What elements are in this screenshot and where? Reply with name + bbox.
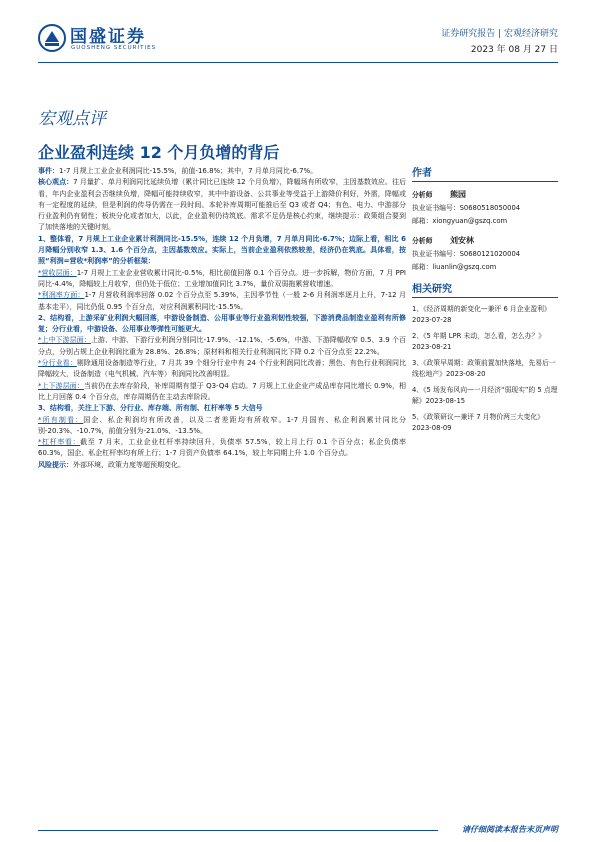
analyst-license [412,248,558,261]
email-address[interactable]: liuanlin@gszq.com [432,263,497,271]
paragraph-text: 1-7 月营收利润率回落 0.02 个百分点至 5.39%，主因季节性（一般 2-6 月利润率逐月上升，7-12 月基本走平），同比仍低 0.95 个百分点，对应利润累积同比-15.5%。 [38,291,406,311]
analyst-name: 刘安林 [450,236,474,245]
license-label: 执业证书编号： [412,250,460,258]
paragraph-label: *营收层面： [38,268,77,277]
paragraph-text: 截至 7 月末，工业企业杠杆率持续回升，负债率 57.5%，较上月上行 0.1 个百分点；私企负债率 60.3%，国企、私企杠杆率均有所上行；1-7 月资产负债率 64.1%，较上年同期上升 1.0 个百分点。 [38,438,407,458]
email-label: 邮箱： [412,263,433,271]
page-title: 企业盈利连续 12 个月负增的背后 [38,143,280,162]
body-paragraph [38,415,406,438]
paragraph-text: 剔除通用设备制造等行业，7 月共 39 个细分行业中有 24 个行业利润同比改善；黑色、有色行业利润同比降幅较大，设备制造（电气机械、汽车等）利润同比改善明显。 [38,359,406,379]
paragraph-label: 风险提示： [38,460,73,469]
related-report-link[interactable]: 5、《政策研议—兼评 7 月物价两三大变化》2023-08-09 [412,413,544,432]
analyst-license [412,202,558,215]
body-paragraph [38,234,406,268]
page-footer [38,824,558,836]
report-body [38,166,406,471]
email-address[interactable]: xiongyuan@gszq.com [432,217,508,225]
paragraph-text: 7 月量扩、单月利润同比延续负增（累计同比已连续 12 个月负增），降幅场有所收窄，主因基数效应。往后看，年内企业盈利会否继续负增，降幅可能持续收窄，其中中游设备、公共事业等受益于上游降价利好，外需，降幅或有一定程度的延续，但是利润的传导仍需在一段时间。本轮补库周期可能推后至 Q3 或者 Q4；有色、电力、中游部分行业盈利仍有韧性；板块分化或者加大，以此，企业盈利仍待筑底。需求不足仍是核心约束，继续提示：政策组合要到了加快落地的关键时刻。 [38,178,406,232]
analyst-role: 分析师 [412,191,433,199]
footer-disclaimer: 请仔细阅读本报告末页声明 [462,825,558,834]
header-divider [38,62,558,63]
paragraph-text: 1-7 月规上工业企业利润同比-15.5%，前值-16.8%；其中，7 月单月同比-6.7%。 [59,167,318,175]
license-label: 执业证书编号： [412,204,460,212]
paragraph-text: 上游、中游、下游行业利润分别同比-17.9%、-12.1%、-5.6%，中游、下游降幅收窄 0.5、3.9 个百分点，分别占规上企业利润比重为 28.8%、26.8%；原材料和相关行业利润同比下降 0.2 个百分点至 22.2%。 [38,336,406,356]
analyst-list [412,188,558,274]
analyst-role: 分析师 [412,237,433,245]
body-paragraph [38,403,406,414]
report-date: 2023 年 08 月 27 日 [470,45,558,55]
footer-divider [38,830,438,831]
related-heading: 相关研究 [412,280,558,298]
paragraph-text: 外部环境、政策力度等超预期变化。 [73,460,185,469]
body-paragraph [38,313,406,336]
section-title: 宏观点评 [38,109,106,129]
related-report-link[interactable]: 3、《政策早周期：政策前置加快落地，先易后一线松地产》2023-08-20 [412,359,556,378]
logo-text-cn: 国盛证券 [70,27,146,47]
body-paragraph [38,335,406,358]
paragraph-label: 事件： [38,167,59,175]
analyst-card [412,188,558,228]
sidebar [412,164,558,439]
paragraph-label: *上下游层面： [38,381,84,390]
analyst-email[interactable] [412,261,558,274]
analyst-email[interactable] [412,215,558,228]
body-paragraph [38,358,406,381]
report-category: 证券研究报告 | 宏观经济研究 [441,29,558,39]
body-paragraph [38,381,406,404]
analyst-name-row [412,188,558,202]
analyst-card [412,234,558,274]
body-paragraph [38,177,406,233]
related-report-link[interactable]: 1、《经济周期的新变化—兼评 6 月企业盈利》2023-07-28 [412,305,551,324]
body-paragraph [38,460,406,471]
paragraph-heading: 3、结构看，关注上下游、分行业、库存端、所有制、杠杆率等 5 大信号 [38,404,263,413]
license-number: S0680518050004 [459,204,521,212]
analyst-name-row [412,234,558,248]
paragraph-label: *上中下游层面： [38,336,91,345]
analyst-name: 熊园 [450,190,466,199]
body-paragraph [38,437,406,460]
paragraph-heading: 1、整体看，7 月规上工业企业累计利润同比-15.5%，连续 12 个月负增，7 月单月同比-6.7%；边际上看，相比 6 月降幅分别收窄 1.3、1.6 个百分点，主因基数效应。实际上，当前企业盈利依然较差，经济仍在筑底。具体看，按照“利润=营收*利润率”的分析框架： [38,234,406,266]
paragraph-heading: 2、结构看，上游采矿业利润大幅回落，中游设备制造、公用事业等行业盈利韧性较强，下游消费品制造业盈利有所修复；分行业看，中游设备、公用事业等弹性可能更大。 [38,313,406,334]
paragraph-text: 当前仍在去库存阶段，补库周期有望于 Q3-Q4 启动。7 月规上工业企业产成品库存同比增长 0.9%，相比上月回落 0.4 个百分点，库存周期仍在主动去库阶段。 [38,381,406,401]
paragraph-text: 国企、私企利润均有所改善，以及二者差距均有所收窄。1-7 月国有、私企利润累计同比分别-20.3%、-10.7%，前值分别为-21.0%、-13.5%。 [38,415,406,435]
body-paragraph [38,166,406,177]
paragraph-label: *杠杆率看： [38,438,81,447]
paragraph-text: 1-7 月规上工业企业营收累计同比-0.5%，相比前值回落 0.1 个百分点。进一步拆解，物价方面，7 月 PPI 同比-4.4%，降幅较上月收窄，但仍处于低位；工业增加值同比 3.7%，量价双弱拖累营收增速。 [38,268,406,288]
page-header [38,18,558,70]
email-label: 邮箱： [412,217,433,225]
paragraph-label: *利润率方面： [38,291,85,300]
body-paragraph [38,268,406,291]
related-list [412,304,558,433]
license-number: S0680121020004 [459,250,521,258]
paragraph-label: 核心观点： [38,178,74,187]
body-paragraph [38,290,406,313]
logo-text-en: GUOSHENG SECURITIES [71,45,157,51]
company-logo [38,18,168,62]
logo-mark-icon [38,24,66,52]
paragraph-label: *分行业看： [38,359,77,368]
authors-heading: 作者 [412,164,558,182]
related-report-link[interactable]: 4、《5 场发布风向—一月经济“弱现实”的 5 点理解》2023-08-15 [412,386,558,405]
paragraph-label: *所有制看： [38,415,84,424]
related-report-link[interactable]: 2、《5 年期 LPR 未动，怎么看，怎么办？》2023-08-21 [412,332,546,351]
